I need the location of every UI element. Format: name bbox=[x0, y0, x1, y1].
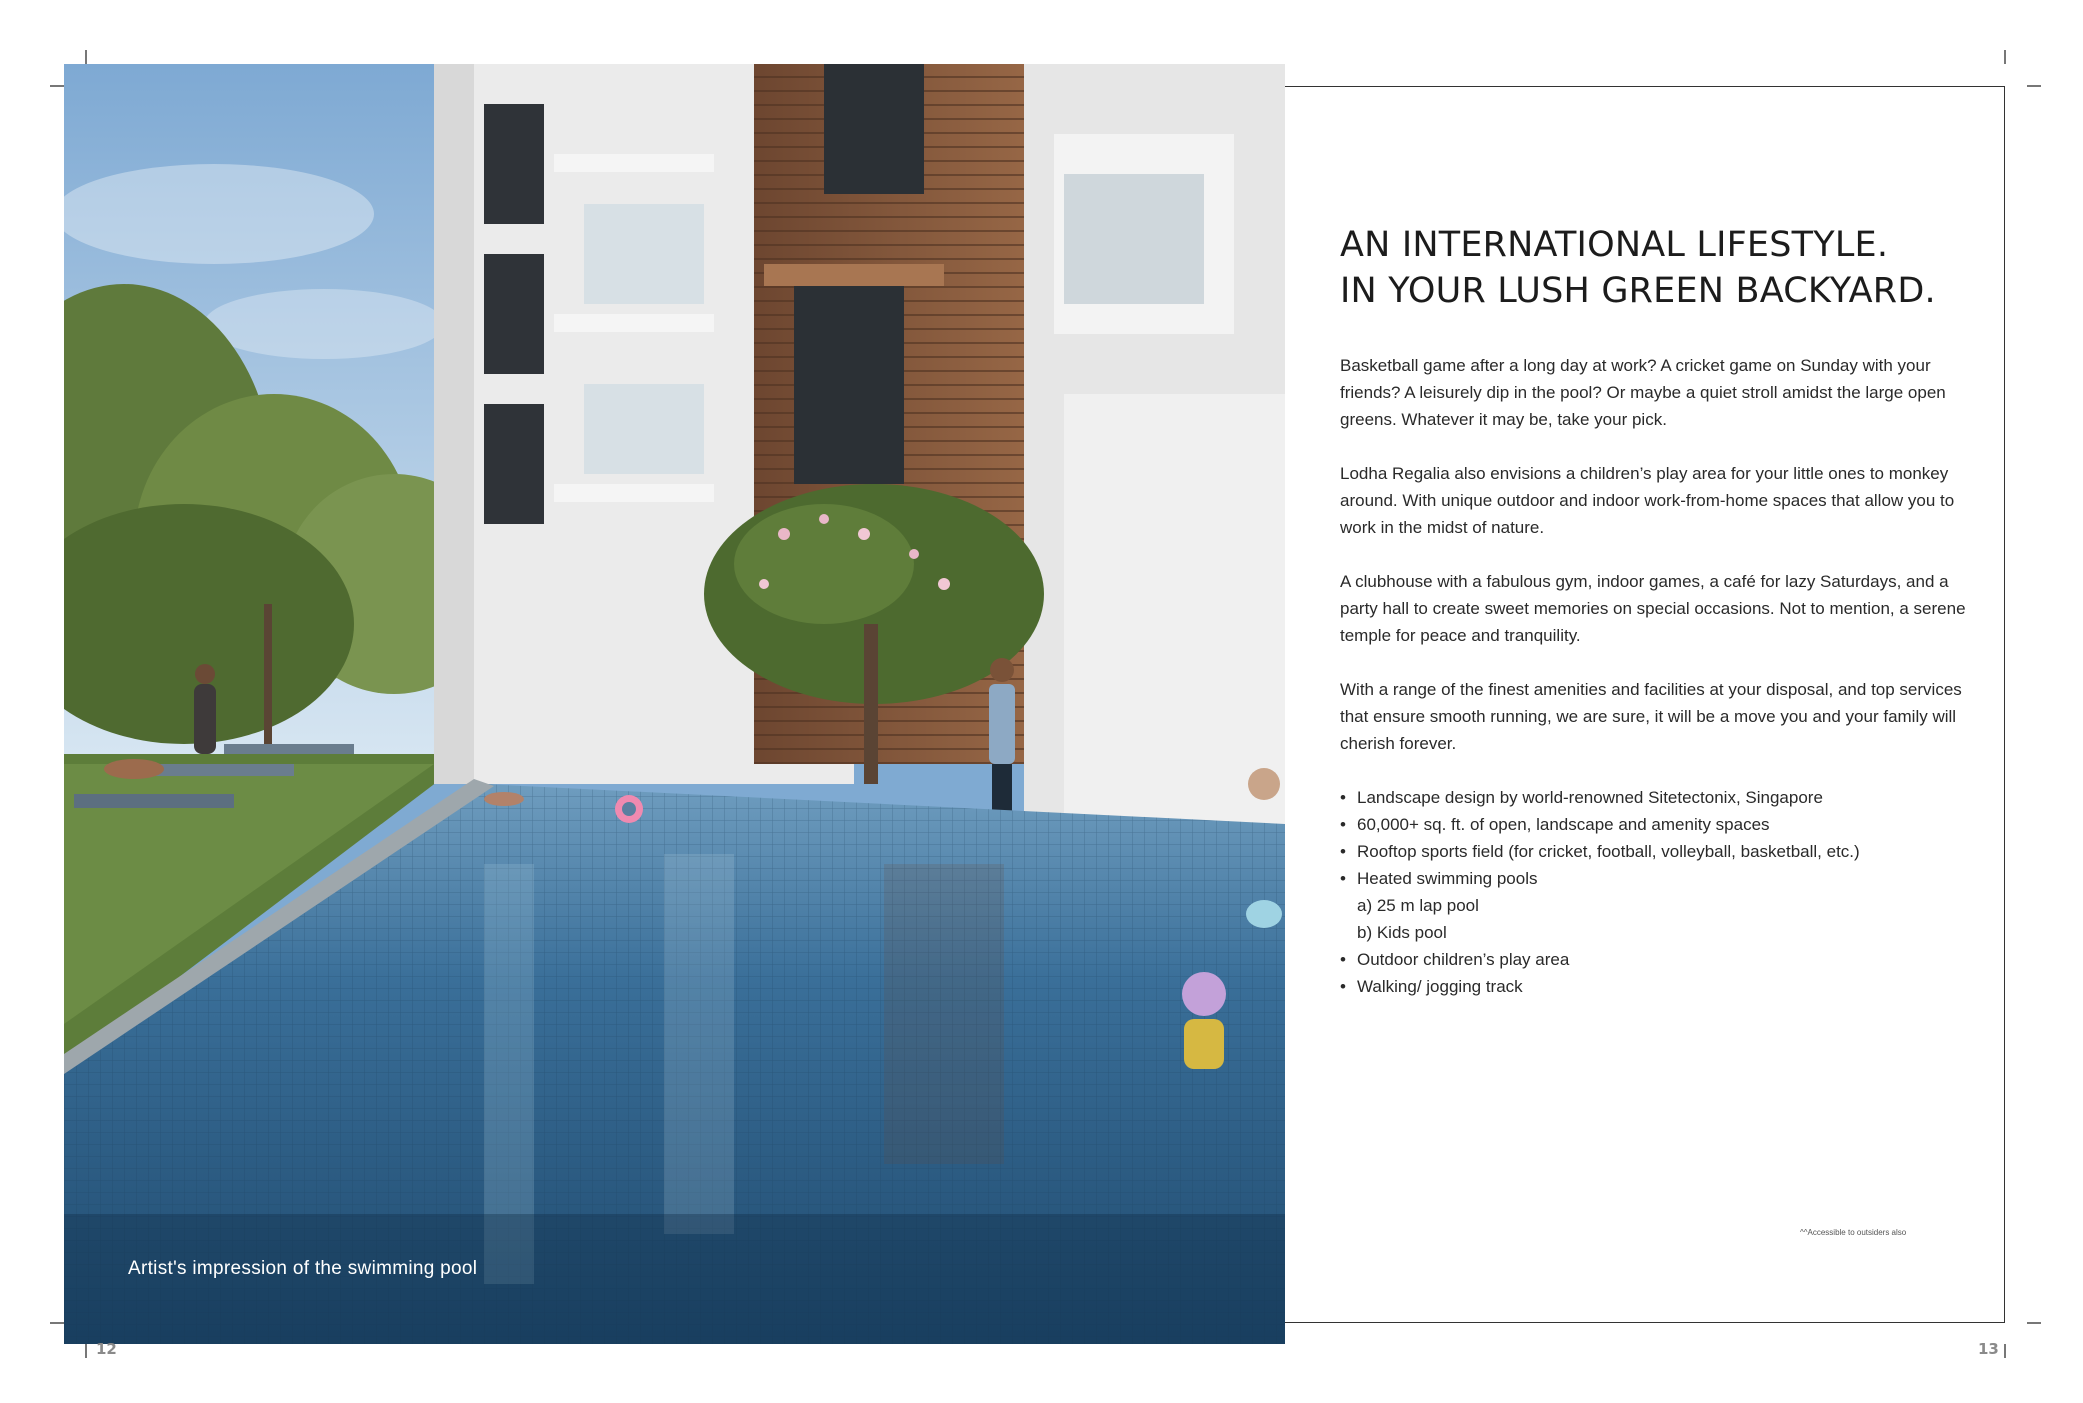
crop-mark bbox=[2027, 85, 2041, 87]
heading-line-1: AN INTERNATIONAL LIFESTYLE. bbox=[1340, 225, 1889, 265]
footnote: ^^Accessible to outsiders also bbox=[1800, 1228, 1907, 1237]
article-body bbox=[1340, 352, 1970, 1000]
list-sub-item: b) Kids pool bbox=[1357, 923, 1447, 942]
image-caption: Artist's impression of the swimming pool bbox=[128, 1258, 478, 1279]
paragraph: Lodha Regalia also envisions a children’s play area for your little ones to monkey around. With unique outdoor and indoor work-from-home spaces that allow you to work in the midst of nature. bbox=[1340, 464, 1955, 537]
page-frame-top bbox=[1285, 86, 2005, 87]
crop-mark bbox=[85, 50, 87, 64]
page-number-right: 13 bbox=[1978, 1340, 1999, 1358]
list-item: • 60,000+ sq. ft. of open, landscape and amenity spaces bbox=[1340, 811, 1970, 838]
heading-line-2: IN YOUR LUSH GREEN BACKYARD. bbox=[1340, 271, 1936, 311]
swimming-pool-image bbox=[64, 64, 1285, 1344]
page-frame-right bbox=[2004, 86, 2005, 1322]
paragraph: Basketball game after a long day at work? A cricket game on Sunday with your friends? A leisurely dip in the pool? Or maybe a quiet stroll amidst the large open greens. Whatever it may be, take your pick. bbox=[1340, 356, 1946, 429]
list-item: • Landscape design by world-renowned Sitetectonix, Singapore bbox=[1340, 784, 1970, 811]
list-item: • Rooftop sports field (for cricket, football, volleyball, basketball, etc.) bbox=[1340, 838, 1970, 865]
crop-mark bbox=[50, 85, 64, 87]
crop-mark bbox=[2027, 1322, 2041, 1324]
paragraph: A clubhouse with a fabulous gym, indoor games, a café for lazy Saturdays, and a party hall to create sweet memories on special occasions. Not to mention, a serene temple for peace and tranquility. bbox=[1340, 572, 1966, 645]
crop-mark bbox=[85, 1344, 87, 1358]
crop-mark bbox=[2004, 50, 2006, 64]
crop-mark bbox=[50, 1322, 64, 1324]
paragraph: With a range of the finest amenities and facilities at your disposal, and top services that ensure smooth running, we are sure, it will be a move you and your family will cherish forever. bbox=[1340, 680, 1962, 753]
list-sub-item: a) 25 m lap pool bbox=[1357, 896, 1479, 915]
list-item: • Outdoor children’s play area bbox=[1340, 946, 1970, 973]
section-heading bbox=[1340, 222, 1936, 314]
page-frame-bottom bbox=[1285, 1322, 2005, 1323]
page-number-left: 12 bbox=[96, 1340, 117, 1358]
feature-list bbox=[1340, 784, 1970, 1000]
list-item: • Heated swimming pools bbox=[1340, 865, 1970, 892]
crop-mark bbox=[2004, 1344, 2006, 1358]
list-item: • Walking/ jogging track bbox=[1340, 973, 1970, 1000]
